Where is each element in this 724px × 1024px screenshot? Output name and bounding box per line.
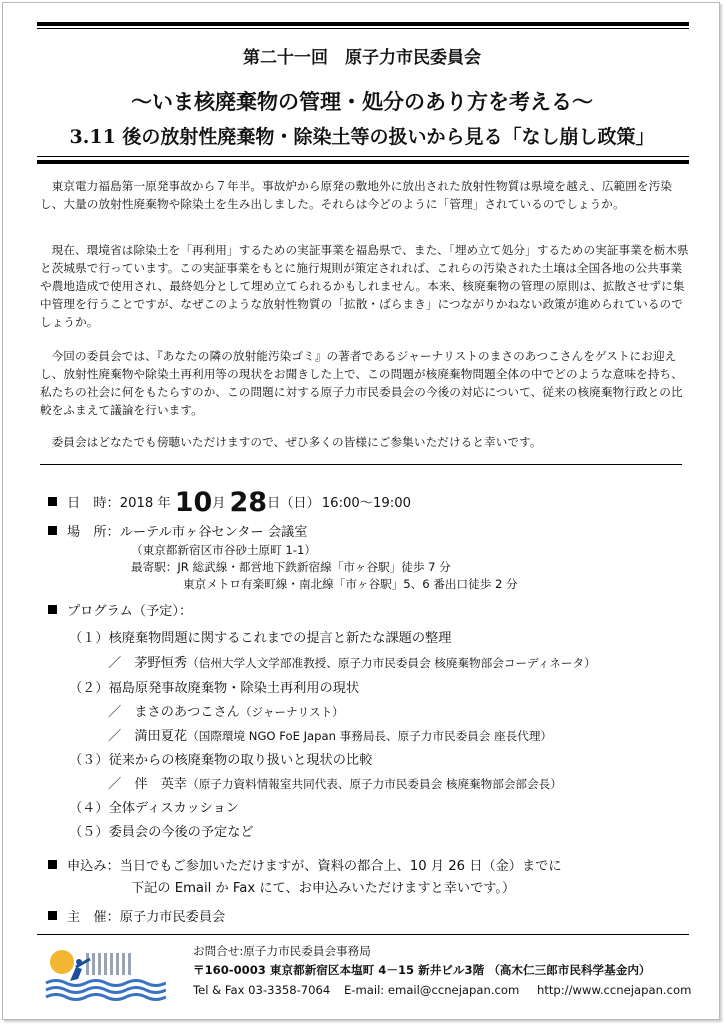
venue-name: ルーテル市ヶ谷センター 会議室 xyxy=(119,525,308,540)
venue-address: （東京都新宿区市谷砂土原町 1-1） xyxy=(131,543,316,557)
program-speaker-1 xyxy=(108,652,596,671)
host-name: 原子力市民委員会 xyxy=(119,910,226,925)
program-item-number: （２） xyxy=(69,681,109,696)
host-label: 主 催： xyxy=(67,910,120,925)
date-weekday: （日） xyxy=(280,496,320,511)
bullet-square-icon xyxy=(48,860,57,869)
program-item-title: 委員会の今後の予定など xyxy=(108,825,254,840)
top-rule xyxy=(37,22,689,26)
bullet-square-icon xyxy=(48,526,57,535)
speaker-name: ／ まさのあつこさん xyxy=(108,705,240,720)
footer-links xyxy=(193,983,691,997)
program-item-title: 福島原発事故廃棄物・除染土再利用の現状 xyxy=(108,681,360,696)
date-month-unit: 月 xyxy=(212,496,226,511)
apply-text-2: 下記の Email か Fax にて、お申込みいただけますと幸いです。） xyxy=(131,881,516,896)
title-rule-thin xyxy=(37,156,689,157)
program-item-title: 従来からの核廃棄物の取り扱いと現状の比較 xyxy=(108,753,373,768)
speaker-affiliation: （原子力資料情報室共同代表、原子力市民委員会 核廃棄物部会部会長） xyxy=(187,777,562,791)
speaker-name: ／ 満田夏花 xyxy=(108,729,188,744)
footer-url[interactable]: http://www.ccnejapan.com xyxy=(536,983,692,997)
program-header xyxy=(48,600,192,619)
main-title: ～いま核廃棄物の管理・処分のあり方を考える～ xyxy=(131,89,593,114)
program-speaker-2 xyxy=(108,701,344,720)
intro-paragraph-1: 東京電力福島第一原発事故から７年半。事故炉から原発の敷地外に放出された放射性物質は県境を越え、広範囲を汚染し、大量の放射性廃棄物や除染土を生み出しました。それらは今どのように「管理」されているのでしょうか。 xyxy=(40,179,673,211)
program-item-2 xyxy=(69,677,359,696)
venue-row xyxy=(48,521,307,540)
venue-station-2: 東京メトロ有楽町線・南北線「市ヶ谷駅」5、6 番出口徒歩 2 分 xyxy=(183,577,518,591)
footer-tel: Tel & Fax 03-3358-7064 xyxy=(193,983,331,997)
top-rule-thin xyxy=(37,28,689,29)
host-row xyxy=(48,906,225,925)
date-month: 10 xyxy=(174,487,213,518)
date-label: 日 時： xyxy=(67,496,120,511)
venue-station-1 xyxy=(131,559,451,575)
apply-label: 申込み： xyxy=(67,859,120,874)
bullet-square-icon xyxy=(48,911,57,920)
bullet-square-icon xyxy=(48,605,57,614)
ccne-logo-icon xyxy=(42,945,166,1003)
date-day-unit: 日 xyxy=(267,496,281,511)
station-line-1: JR 総武線・都営地下鉄新宿線「市ヶ谷駅」徒歩 7 分 xyxy=(177,560,451,574)
footer-contact: お問合せ:原子力市民委員会事務局 xyxy=(193,944,371,958)
program-speaker-4 xyxy=(108,773,562,792)
meeting-title: 第二十一回 原子力市民委員会 xyxy=(243,48,481,68)
date-time: 16:00～19:00 xyxy=(321,496,411,511)
speaker-affiliation: （信州大学人文学部准教授、原子力市民委員会 核廃棄物部会コーディネータ） xyxy=(187,656,596,670)
program-item-5 xyxy=(69,821,254,840)
subtitle: 3.11 後の放射性廃棄物・除染土等の扱いから見る「なし崩し政策」 xyxy=(69,126,655,148)
program-item-3 xyxy=(69,749,372,768)
speaker-affiliation: （国際環境 NGO FoE Japan 事務局長、原子力市民委員会 座長代理） xyxy=(187,729,553,743)
speaker-name: ／ 伴 英幸 xyxy=(108,777,188,792)
apply-text-1: 当日でもご参加いただけますが、資料の都合上、10 月 26 日（金）までに xyxy=(119,859,562,874)
program-item-title: 核廃棄物問題に関するこれまでの提言と新たな課題の整理 xyxy=(108,631,452,646)
speaker-name: ／ 茅野恒秀 xyxy=(108,656,188,671)
program-item-number: （１） xyxy=(69,631,109,646)
bullet-square-icon xyxy=(48,497,57,506)
program-item-title: 全体ディスカッション xyxy=(108,801,239,816)
footer-email[interactable]: E-mail: email@ccnejapan.com xyxy=(343,983,520,997)
intro-paragraph-4: 委員会はどなたでも傍聴いただけますので、ぜひ多くの皆様にご参集いただけると幸いです。 xyxy=(51,435,542,449)
speaker-affiliation: （ジャーナリスト） xyxy=(239,705,344,719)
intro-paragraph-2: 現在、環境省は除染土を「再利用」するための実証事業を福島県で、また、「埋め立て処分」するための実証事業を栃木県と茨城県で行っています。この実証事業をもとに施行規則が策定されれば、これらの汚染された土壌は全国各地の公共事業や農地造成で使用され、最終処分として埋め立てられるかもしれません。本来、核廃棄物の管理の原則は、拡散させずに集中管理を行うことですが、なぜこのような放射性物質の「拡散・ばらまき」につながりかねない政策が進められているのでしょうか。 xyxy=(40,243,689,329)
program-item-number: （４） xyxy=(69,801,109,816)
section-divider xyxy=(40,464,682,465)
date-row xyxy=(48,487,411,518)
title-rule xyxy=(37,160,689,164)
venue-label: 場 所： xyxy=(67,525,120,540)
date-year: 2018 年 xyxy=(119,496,171,511)
intro-paragraph-3: 今回の委員会では、『あなたの隣の放射能汚染ゴミ』の著者であるジャーナリストのまさのあつこさんをゲストにお迎えし、放射性廃棄物や除染土再利用等の現状をお聞きした上で、この問題が核廃棄物問題全体の中でどのような意味を持ち、私たちの社会に何をもたらすのか、この問題に対する原子力市民委員会の今後の対応について、従来の核廃棄物行政との比較をふまえて議論を行います。 xyxy=(40,349,683,417)
program-item-4 xyxy=(69,797,239,816)
program-speaker-3 xyxy=(108,725,552,744)
date-day: 28 xyxy=(229,487,268,518)
program-item-1 xyxy=(69,627,451,646)
footer-address: 〒160-0003 東京都新宿区本塩町 4－15 新井ビル3階 （高木仁三郎市民科学基金内） xyxy=(193,963,651,977)
program-item-number: （５） xyxy=(69,825,109,840)
program-item-number: （３） xyxy=(69,753,109,768)
apply-row xyxy=(48,855,562,874)
station-label: 最寄駅： xyxy=(131,560,178,574)
footer-rule xyxy=(37,934,689,935)
program-label: プログラム（予定）： xyxy=(67,604,193,619)
